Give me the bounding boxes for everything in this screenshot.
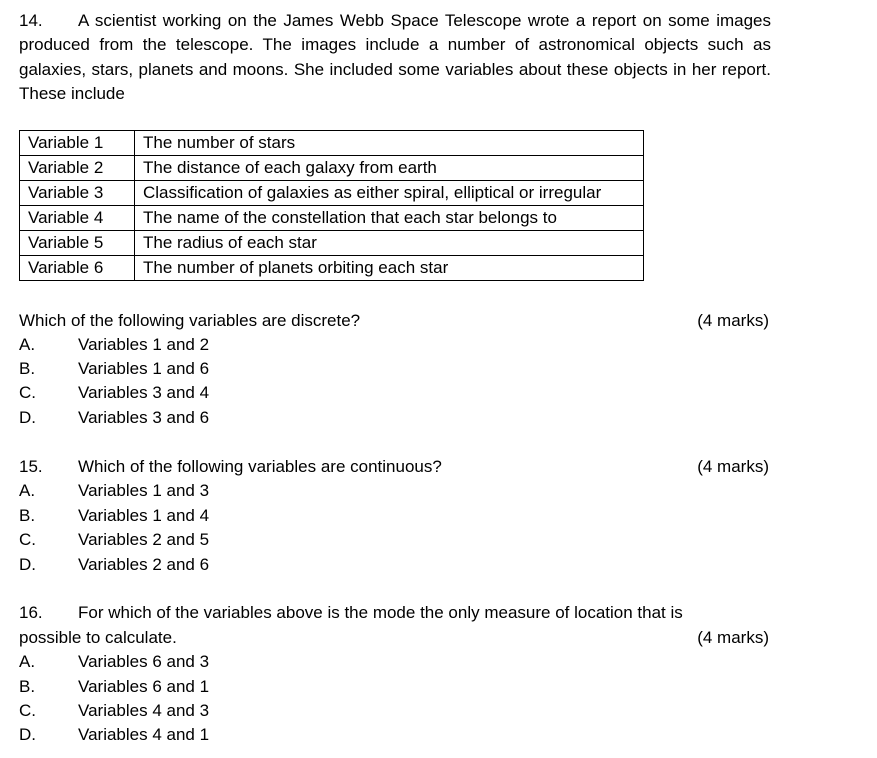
variable-description: The number of stars xyxy=(135,131,644,156)
variables-table xyxy=(19,130,644,281)
option-text: Variables 1 and 4 xyxy=(78,506,210,525)
option-text: Variables 2 and 6 xyxy=(78,555,210,574)
q16-number: 16. xyxy=(19,603,43,622)
q14-option-d[interactable] xyxy=(19,406,209,430)
variable-description: The name of the constellation that each star belongs to xyxy=(135,206,644,231)
q14-option-c[interactable] xyxy=(19,381,209,405)
option-text: Variables 3 and 6 xyxy=(78,408,210,427)
q16-marks: (4 marks) xyxy=(697,628,769,647)
q15-marks: (4 marks) xyxy=(697,457,769,476)
q14-intro-paragraph xyxy=(19,9,771,106)
q15-option-d[interactable] xyxy=(19,553,209,577)
option-text: Variables 6 and 3 xyxy=(78,652,210,671)
table-row xyxy=(20,206,644,231)
q14-option-b[interactable] xyxy=(19,357,209,381)
variable-description: Classification of galaxies as either spiral, elliptical or irregular xyxy=(135,181,644,206)
q16-option-a[interactable] xyxy=(19,650,209,674)
option-letter: A. xyxy=(19,652,36,671)
option-letter: B. xyxy=(19,677,36,696)
q14-marks: (4 marks) xyxy=(697,311,769,330)
q16-question-text-1: For which of the variables above is the mode the only measure of location that is xyxy=(78,603,683,622)
variable-name: Variable 1 xyxy=(20,131,135,156)
variable-name: Variable 5 xyxy=(20,231,135,256)
option-text: Variables 4 and 1 xyxy=(78,725,210,744)
q16-question-text-2: possible to calculate. xyxy=(19,628,177,647)
option-text: Variables 3 and 4 xyxy=(78,383,210,402)
variable-name: Variable 2 xyxy=(20,156,135,181)
variable-name: Variable 4 xyxy=(20,206,135,231)
q16-question-line1 xyxy=(19,601,769,625)
option-text: Variables 4 and 3 xyxy=(78,701,210,720)
q16-option-b[interactable] xyxy=(19,675,209,699)
table-row xyxy=(20,156,644,181)
q16-question-line2 xyxy=(19,626,769,650)
option-letter: C. xyxy=(19,701,36,720)
option-text: Variables 1 and 6 xyxy=(78,359,210,378)
option-text: Variables 2 and 5 xyxy=(78,530,210,549)
option-letter: C. xyxy=(19,530,36,549)
option-letter: D. xyxy=(19,408,36,427)
q14-option-a[interactable] xyxy=(19,333,209,357)
q15-question xyxy=(19,455,769,479)
q15-option-a[interactable] xyxy=(19,479,209,503)
option-text: Variables 6 and 1 xyxy=(78,677,210,696)
q14-number: 14. xyxy=(19,11,43,30)
variable-description: The number of planets orbiting each star xyxy=(135,256,644,281)
q15-question-text: Which of the following variables are continuous? xyxy=(78,457,442,476)
table-row xyxy=(20,231,644,256)
variable-name: Variable 3 xyxy=(20,181,135,206)
q14-question xyxy=(19,309,769,333)
option-letter: D. xyxy=(19,725,36,744)
option-letter: A. xyxy=(19,481,36,500)
variable-name: Variable 6 xyxy=(20,256,135,281)
q16-option-c[interactable] xyxy=(19,699,209,723)
table-row xyxy=(20,131,644,156)
option-letter: C. xyxy=(19,383,36,402)
q15-option-c[interactable] xyxy=(19,528,209,552)
option-text: Variables 1 and 3 xyxy=(78,481,210,500)
option-letter: D. xyxy=(19,555,36,574)
q15-option-b[interactable] xyxy=(19,504,209,528)
option-text: Variables 1 and 2 xyxy=(78,335,210,354)
table-row xyxy=(20,256,644,281)
q14-question-text: Which of the following variables are discrete? xyxy=(19,311,361,330)
option-letter: B. xyxy=(19,359,36,378)
variable-description: The distance of each galaxy from earth xyxy=(135,156,644,181)
q16-option-d[interactable] xyxy=(19,723,209,747)
option-letter: A. xyxy=(19,335,36,354)
variable-description: The radius of each star xyxy=(135,231,644,256)
q14-intro-text: A scientist working on the James Webb Space Telescope wrote a report on some images produced from the telescope. The images include a number of astronomical objects such as galaxies, stars, planets and moons. She included some variables about these objects in her report. These include xyxy=(19,11,771,103)
q15-number: 15. xyxy=(19,457,43,476)
table-row xyxy=(20,181,644,206)
option-letter: B. xyxy=(19,506,36,525)
